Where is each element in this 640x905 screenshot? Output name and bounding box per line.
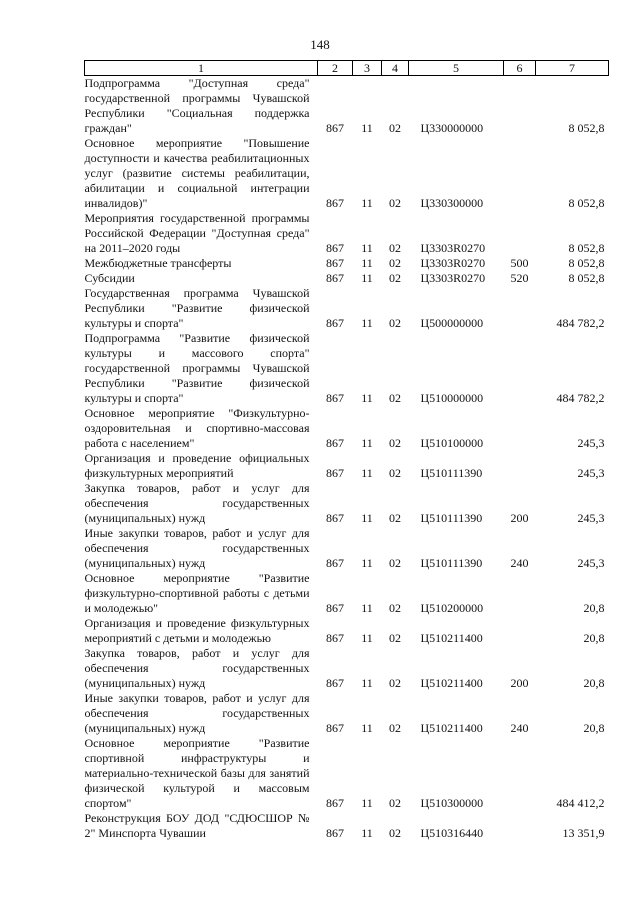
target-article-code: Ц510211400 (420, 721, 483, 735)
target-article-code: Ц510111390 (420, 466, 483, 480)
expense-type-code: 240 (510, 556, 529, 570)
subsection-code: 02 (389, 511, 401, 525)
ministry-code: 867 (326, 676, 344, 690)
column-header: 3 (353, 61, 382, 76)
amount: 245,3 (577, 466, 605, 480)
table-row (85, 571, 609, 616)
row-name: Основное мероприятие "Повышение доступности и качества реабилитационных услуг (развитие системы реабилитации, абилитации и социальной интеграции инвалидов)" (84, 136, 310, 210)
amount: 8 052,8 (568, 241, 605, 255)
column-header: 5 (409, 61, 504, 76)
expense-type-code: 200 (510, 676, 529, 690)
section-code: 11 (361, 676, 373, 690)
ministry-code: 867 (326, 466, 344, 480)
section-code: 11 (361, 466, 373, 480)
target-article-code: Ц510200000 (420, 601, 484, 615)
subsection-code: 02 (389, 631, 401, 645)
row-name: Мероприятия государственной программы Российской Федерации "Доступная среда" на 2011–2020 годы (84, 211, 310, 255)
section-code: 11 (361, 556, 373, 570)
amount: 245,3 (577, 436, 605, 450)
expense-type-code (504, 736, 536, 811)
expense-type-code (504, 331, 536, 406)
ministry-code: 867 (326, 271, 344, 285)
ministry-code: 867 (326, 241, 344, 255)
table-row (85, 481, 609, 526)
target-article-code: Ц3303R0270 (420, 256, 486, 270)
expense-type-code: 520 (510, 271, 529, 285)
budget-table (84, 60, 609, 841)
amount: 245,3 (577, 511, 605, 525)
target-article-code: Ц510211400 (420, 676, 483, 690)
section-code: 11 (361, 721, 373, 735)
amount: 8 052,8 (568, 121, 605, 135)
column-header: 2 (318, 61, 353, 76)
subsection-code: 02 (389, 196, 401, 210)
table-row (85, 256, 609, 271)
table-row (85, 736, 609, 811)
target-article-code: Ц330000000 (420, 121, 484, 135)
column-number-row (85, 61, 609, 76)
section-code: 11 (361, 826, 373, 840)
target-article-code: Ц510111390 (420, 556, 483, 570)
ministry-code: 867 (326, 436, 344, 450)
ministry-code: 867 (326, 121, 344, 135)
ministry-code: 867 (326, 796, 344, 810)
ministry-code: 867 (326, 556, 344, 570)
section-code: 11 (361, 256, 373, 270)
ministry-code: 867 (326, 826, 344, 840)
section-code: 11 (361, 241, 373, 255)
expense-type-code: 500 (510, 256, 529, 270)
table-row (85, 211, 609, 256)
amount: 8 052,8 (568, 256, 605, 270)
expense-type-code (504, 286, 536, 331)
target-article-code: Ц510100000 (420, 436, 484, 450)
subsection-code: 02 (389, 436, 401, 450)
amount: 484 412,2 (556, 796, 605, 810)
table-row (85, 526, 609, 571)
row-name: Организация и проведение физкультурных мероприятий с детьми и молодежью (84, 616, 310, 645)
subsection-code: 02 (389, 826, 401, 840)
amount: 484 782,2 (556, 316, 605, 330)
expense-type-code (504, 616, 536, 646)
subsection-code: 02 (389, 796, 401, 810)
expense-type-code (504, 406, 536, 451)
row-name: Закупка товаров, работ и услуг для обеспечения государственных (муниципальных) нужд (84, 481, 310, 525)
expense-type-code (504, 811, 536, 841)
table-row (85, 811, 609, 841)
section-code: 11 (361, 391, 373, 405)
page-number: 148 (310, 37, 330, 52)
column-header: 7 (536, 61, 609, 76)
section-code: 11 (361, 796, 373, 810)
subsection-code: 02 (389, 256, 401, 270)
table-row (85, 271, 609, 286)
target-article-code: Ц3303R0270 (420, 271, 486, 285)
subsection-code: 02 (389, 271, 401, 285)
subsection-code: 02 (389, 241, 401, 255)
amount: 484 782,2 (556, 391, 605, 405)
section-code: 11 (361, 511, 373, 525)
section-code: 11 (361, 436, 373, 450)
ministry-code: 867 (326, 316, 344, 330)
row-name: Закупка товаров, работ и услуг для обеспечения государственных (муниципальных) нужд (84, 646, 310, 690)
section-code: 11 (361, 271, 373, 285)
section-code: 11 (361, 601, 373, 615)
expense-type-code (504, 571, 536, 616)
target-article-code: Ц510111390 (420, 511, 483, 525)
section-code: 11 (361, 121, 373, 135)
target-article-code: Ц510300000 (420, 796, 484, 810)
subsection-code: 02 (389, 391, 401, 405)
ministry-code: 867 (326, 721, 344, 735)
subsection-code: 02 (389, 676, 401, 690)
expense-type-code (504, 211, 536, 256)
ministry-code: 867 (326, 601, 344, 615)
amount: 20,8 (583, 676, 605, 690)
target-article-code: Ц330300000 (420, 196, 484, 210)
expense-type-code: 200 (510, 511, 529, 525)
row-name: Государственная программа Чувашской Республики "Развитие физической культуры и спорта" (84, 286, 310, 330)
column-header: 1 (85, 61, 318, 76)
row-name: Основное мероприятие "Физкультурно-оздоровительная и спортивно-массовая работа с населением" (84, 406, 310, 450)
ministry-code: 867 (326, 511, 344, 525)
amount: 20,8 (583, 601, 605, 615)
expense-type-code (504, 76, 536, 137)
row-name: Основное мероприятие "Развитие спортивной инфраструктуры и материально-технической базы для занятий физической культурой и массовым спортом" (84, 736, 310, 810)
row-name: Реконструкция БОУ ДОД "СДЮСШОР № 2" Минспорта Чувашии (84, 811, 310, 840)
amount: 13 351,9 (562, 826, 605, 840)
subsection-code: 02 (389, 556, 401, 570)
table-row (85, 286, 609, 331)
subsection-code: 02 (389, 316, 401, 330)
row-name: Субсидии (84, 271, 135, 285)
table-row (85, 616, 609, 646)
table-row (85, 451, 609, 481)
ministry-code: 867 (326, 391, 344, 405)
ministry-code: 867 (326, 256, 344, 270)
table-row (85, 646, 609, 691)
expense-type-code (504, 136, 536, 211)
table-row (85, 136, 609, 211)
target-article-code: Ц500000000 (420, 316, 484, 330)
row-name: Подпрограмма "Доступная среда" государственной программы Чувашской Республики "Социальная поддержка граждан" (84, 76, 310, 135)
row-name: Иные закупки товаров, работ и услуг для обеспечения государственных (муниципальных) нужд (84, 691, 310, 735)
target-article-code: Ц510211400 (420, 631, 483, 645)
row-name: Основное мероприятие "Развитие физкультурно-спортивной работы с детьми и молодежью" (84, 571, 310, 615)
column-header: 4 (382, 61, 409, 76)
target-article-code: Ц510000000 (420, 391, 484, 405)
amount: 8 052,8 (568, 196, 605, 210)
amount: 20,8 (583, 631, 605, 645)
table-row (85, 691, 609, 736)
section-code: 11 (361, 196, 373, 210)
table-row (85, 406, 609, 451)
target-article-code: Ц510316440 (420, 826, 484, 840)
amount: 8 052,8 (568, 271, 605, 285)
subsection-code: 02 (389, 466, 401, 480)
table-row (85, 331, 609, 406)
subsection-code: 02 (389, 601, 401, 615)
row-name: Подпрограмма "Развитие физической культуры и массового спорта" государственной программы Чувашской Республики "Развитие физической культуры и спорта" (84, 331, 310, 405)
row-name: Организация и проведение официальных физкультурных мероприятий (84, 451, 310, 480)
row-name: Межбюджетные трансферты (84, 256, 232, 270)
section-code: 11 (361, 631, 373, 645)
table-row (85, 76, 609, 137)
row-name: Иные закупки товаров, работ и услуг для обеспечения государственных (муниципальных) нужд (84, 526, 310, 570)
amount: 20,8 (583, 721, 605, 735)
ministry-code: 867 (326, 631, 344, 645)
expense-type-code: 240 (510, 721, 529, 735)
ministry-code: 867 (326, 196, 344, 210)
subsection-code: 02 (389, 121, 401, 135)
target-article-code: Ц3303R0270 (420, 241, 486, 255)
subsection-code: 02 (389, 721, 401, 735)
section-code: 11 (361, 316, 373, 330)
expense-type-code (504, 451, 536, 481)
amount: 245,3 (577, 556, 605, 570)
column-header: 6 (504, 61, 536, 76)
